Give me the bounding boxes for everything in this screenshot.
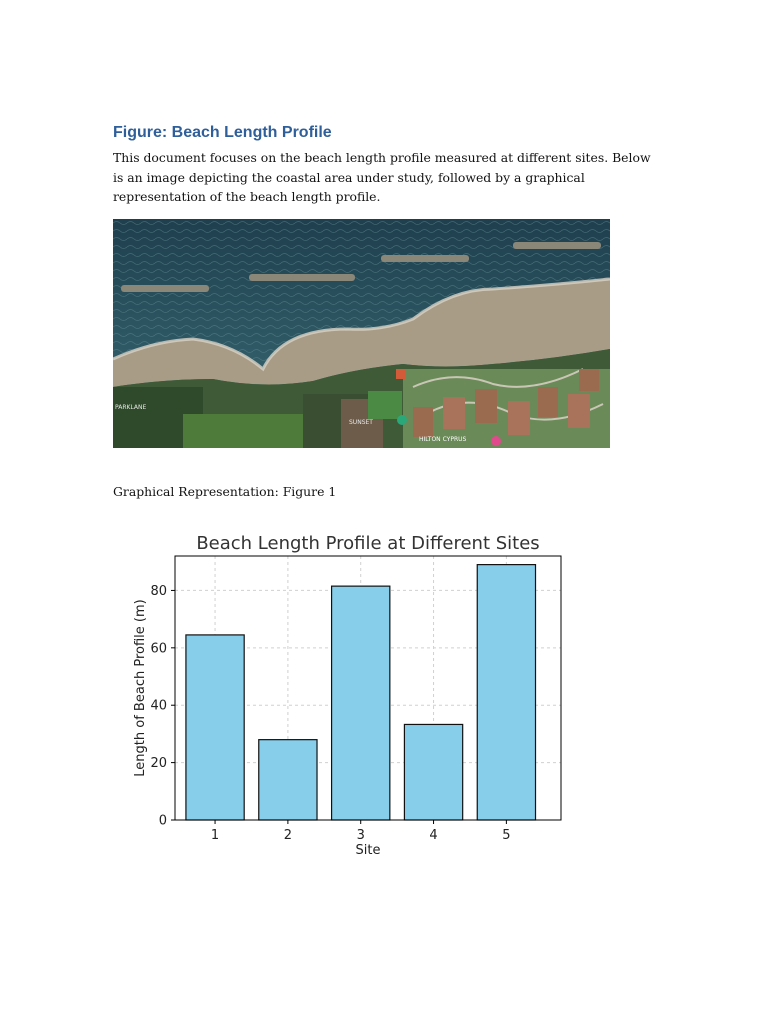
bar-site-1 xyxy=(186,635,244,820)
chart-title: Beach Length Profile at Different Sites xyxy=(196,533,540,554)
bar-site-3 xyxy=(332,586,390,820)
y-tick-label: 40 xyxy=(150,698,167,714)
y-tick-label: 60 xyxy=(150,641,167,657)
map-label: SUNSET xyxy=(349,419,373,426)
x-tick-label: 5 xyxy=(502,828,511,843)
bar-site-2 xyxy=(259,740,317,820)
intro-paragraph: This document focuses on the beach length profile measured at different sites. Below is an image depicting the coastal area under study, followed by a graphical representation of the beach length profile. xyxy=(113,150,651,204)
map-label: PARKLANE xyxy=(115,404,147,411)
x-tick-label: 2 xyxy=(283,828,293,843)
map-label: HILTON CYPRUS xyxy=(419,436,467,443)
y-tick-label: 0 xyxy=(158,813,167,829)
bar-site-4 xyxy=(404,724,462,820)
document-heading: Figure: Beach Length Profile xyxy=(113,124,332,141)
x-axis-label: Site xyxy=(355,843,381,858)
y-tick-label: 80 xyxy=(150,583,167,599)
y-tick-label: 20 xyxy=(150,756,167,772)
x-tick-label: 1 xyxy=(210,828,220,843)
figure-caption: Graphical Representation: Figure 1 xyxy=(113,484,337,499)
y-axis-label: Length of Beach Profile (m) xyxy=(133,599,148,777)
bar-site-5 xyxy=(477,565,535,820)
coastal-aerial-photo xyxy=(113,219,610,448)
x-tick-label: 3 xyxy=(356,828,365,843)
x-tick-label: 4 xyxy=(429,828,438,843)
beach-length-bar-chart xyxy=(113,520,610,860)
